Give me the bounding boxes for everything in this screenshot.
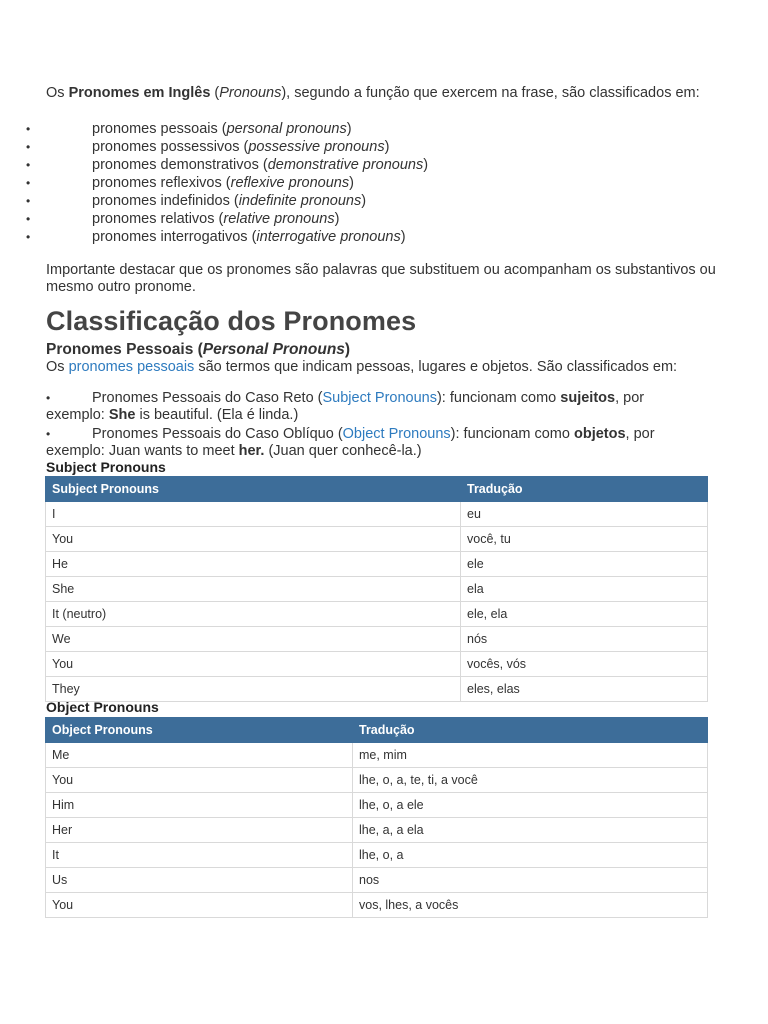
table-row [46, 818, 708, 843]
bullet-icon: • [26, 212, 31, 226]
table-cell: You [46, 527, 461, 552]
table-row [46, 552, 708, 577]
intro-text: ( [210, 85, 220, 101]
paragraph-text: são termos que indicam pessoas, lugares e objetos. São classificados em: [194, 359, 678, 375]
table-cell: Her [46, 818, 353, 843]
case-bold-term: sujeitos [560, 390, 616, 406]
table-cell: I [46, 502, 461, 527]
bullet-icon: • [26, 176, 31, 190]
table-row [46, 577, 708, 602]
bullet-icon: • [46, 391, 51, 405]
case-text: ): funcionam como [450, 426, 574, 442]
table-cell: Me [46, 743, 353, 768]
case-text: (Juan quer conhecê-la.) [264, 443, 422, 459]
case-text: Pronomes Pessoais do Caso Oblíquo ( [92, 426, 343, 442]
table-row [46, 677, 708, 702]
personal-pronouns-paragraph [46, 359, 746, 376]
table-cell: lhe, o, a, te, ti, a você [353, 768, 708, 793]
table-cell: ele, ela [461, 602, 708, 627]
bullet-icon: • [26, 158, 31, 172]
column-header: Tradução [461, 477, 708, 502]
list-item-text: pronomes possessivos ( [92, 139, 249, 155]
list-item-text: pronomes demonstrativos ( [92, 157, 268, 173]
list-item-text: pronomes interrogativos ( [92, 229, 257, 245]
table-cell: lhe, o, a [353, 843, 708, 868]
bullet-icon: • [26, 140, 31, 154]
bullet-icon: • [26, 122, 31, 136]
list-item [0, 120, 768, 138]
list-item-text: pronomes pessoais ( [92, 121, 227, 137]
table-row [46, 768, 708, 793]
list-item-text: ) [361, 193, 367, 209]
table-cell: me, mim [353, 743, 708, 768]
table-cell: Us [46, 868, 353, 893]
section-heading: Classificação dos Pronomes [46, 306, 417, 336]
table-cell: She [46, 577, 461, 602]
subsection-heading [46, 341, 350, 359]
paragraph-text: Os [46, 359, 69, 375]
table-cell: nos [353, 868, 708, 893]
list-item-text: ) [384, 139, 390, 155]
table-row [46, 893, 708, 918]
subject-pronouns-table [45, 476, 708, 702]
table-row [46, 868, 708, 893]
list-item-text: ) [400, 229, 406, 245]
case-text: , por exemplo: Juan wants to meet [46, 426, 655, 459]
list-item-english: reflexive pronouns [230, 175, 350, 191]
table-row [46, 743, 708, 768]
table-cell: nós [461, 627, 708, 652]
note-paragraph: Importante destacar que os pronomes são palavras que substituem ou acompanham os substantivos ou mesmo outro pronome. [46, 262, 716, 295]
table-cell: He [46, 552, 461, 577]
table-cell: You [46, 893, 353, 918]
table-cell: lhe, o, a ele [353, 793, 708, 818]
intro-text: ), segundo a função que exercem na frase, são classificados em: [281, 85, 700, 101]
subject-pronouns-link[interactable]: Subject Pronouns [322, 390, 437, 406]
subheading-text: Pronomes Pessoais ( [46, 341, 203, 358]
case-bold-example: her. [238, 443, 265, 459]
intro-bold-term: Pronomes em Inglês [68, 85, 211, 101]
table-cell: você, tu [461, 527, 708, 552]
case-text: ): funcionam como [436, 390, 561, 406]
table-row [46, 627, 708, 652]
table-row [46, 793, 708, 818]
bullet-icon: • [46, 427, 51, 441]
table-cell: eu [461, 502, 708, 527]
list-item-english: interrogative pronouns [256, 229, 401, 245]
table-header-row [46, 477, 708, 502]
table-row [46, 527, 708, 552]
intro-paragraph [46, 85, 736, 102]
table-cell: vos, lhes, a vocês [353, 893, 708, 918]
table-cell: ela [461, 577, 708, 602]
list-item-english: indefinite pronouns [238, 193, 362, 209]
table-row [46, 843, 708, 868]
list-item-text: pronomes indefinidos ( [92, 193, 239, 209]
table-cell: They [46, 677, 461, 702]
table-cell: We [46, 627, 461, 652]
object-pronouns-table [45, 717, 708, 918]
object-pronouns-link[interactable]: Object Pronouns [342, 426, 451, 442]
list-item [0, 228, 768, 246]
case-text: is beautiful. (Ela é linda.) [135, 407, 299, 423]
table-header-row [46, 718, 708, 743]
table-cell: lhe, a, a ela [353, 818, 708, 843]
list-item-text: ) [346, 121, 352, 137]
subject-table-caption: Subject Pronouns [46, 459, 166, 475]
list-item-english: personal pronouns [226, 121, 347, 137]
case-bold-term: objetos [573, 426, 626, 442]
list-item-text: pronomes reflexivos ( [92, 175, 231, 191]
subheading-english: Personal Pronouns [202, 341, 345, 358]
table-cell: It (neutro) [46, 602, 461, 627]
list-item-text: ) [423, 157, 429, 173]
list-item-english: demonstrative pronouns [267, 157, 424, 173]
list-item [0, 192, 768, 210]
object-table-caption: Object Pronouns [46, 699, 159, 715]
list-item-text: pronomes relativos ( [92, 211, 224, 227]
subheading-text: ) [344, 341, 351, 358]
bullet-icon: • [26, 230, 31, 244]
table-cell: Him [46, 793, 353, 818]
table-cell: ele [461, 552, 708, 577]
intro-text: Os [46, 85, 69, 101]
case-text: , por exemplo: [46, 390, 645, 423]
intro-italic-term: Pronouns [219, 85, 282, 101]
pronoun-types-list [0, 120, 768, 246]
list-item [0, 390, 768, 426]
table-cell: vocês, vós [461, 652, 708, 677]
list-item-english: relative pronouns [223, 211, 335, 227]
list-item-text: ) [349, 175, 354, 191]
table-cell: eles, elas [461, 677, 708, 702]
bullet-icon: • [26, 194, 31, 208]
column-header: Subject Pronouns [46, 477, 461, 502]
list-item [0, 156, 768, 174]
list-item [0, 210, 768, 228]
list-item [0, 138, 768, 156]
list-item-text: ) [334, 211, 340, 227]
case-bold-example: She [108, 407, 136, 423]
personal-pronouns-link[interactable]: pronomes pessoais [68, 359, 195, 375]
table-cell: You [46, 768, 353, 793]
table-row [46, 602, 708, 627]
pronoun-cases-list [0, 390, 768, 462]
table-row [46, 652, 708, 677]
column-header: Tradução [353, 718, 708, 743]
table-cell: It [46, 843, 353, 868]
case-text: Pronomes Pessoais do Caso Reto ( [92, 390, 323, 406]
table-cell: You [46, 652, 461, 677]
table-row [46, 502, 708, 527]
list-item-english: possessive pronouns [248, 139, 385, 155]
list-item [0, 426, 768, 462]
column-header: Object Pronouns [46, 718, 353, 743]
list-item [0, 174, 768, 192]
